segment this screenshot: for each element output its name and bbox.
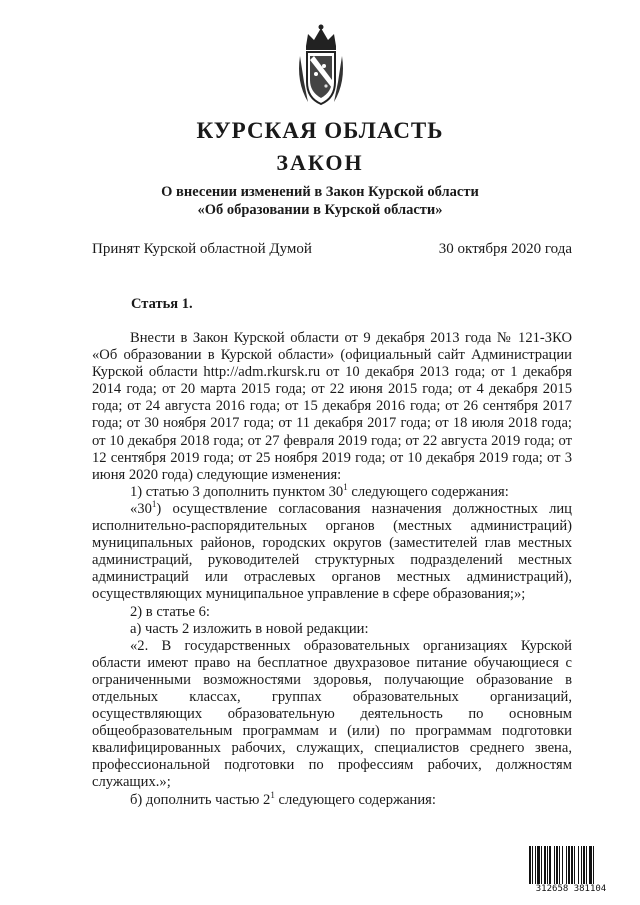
adoption-date: 30 октября 2020 года bbox=[438, 241, 572, 257]
adopted-by-text: Принят Курской областной Думой bbox=[92, 241, 312, 257]
item-1-paragraph: 1) статью 3 дополнить пунктом $30^1$ следующего содержания: bbox=[130, 481, 509, 500]
subtitle-line-1: О внесении изменений в Закон Курской области bbox=[161, 184, 479, 200]
adoption-line bbox=[92, 241, 572, 258]
item-2a-paragraph: а) часть 2 изложить в новой редакции: bbox=[130, 620, 369, 637]
law-subtitle bbox=[0, 183, 640, 219]
item-2b-paragraph: б) дополнить частью $2^1$ следующего содержания: bbox=[130, 789, 436, 808]
region-heading: КУРСКАЯ ОБЛАСТЬ bbox=[196, 118, 444, 143]
coat-of-arms-emblem bbox=[294, 22, 348, 108]
barcode-number: 312658 381104 bbox=[529, 884, 613, 894]
subtitle-line-2: «Об образовании в Курской области» bbox=[197, 202, 443, 218]
intro-paragraph: Внести в Закон Курской области от 9 декабря 2013 года № 121-ЗКО «Об образовании в Курской области» (официальный сайт Администрации Курской области http://adm.rkursk.ru от 10 декабря 2013 года; от 1 декабря 2014 года; от 20 марта 2015 года; от 22 июня 2015 года; от 4 декабря 2015 года; от 24 августа 2016 года; от 15 декабря 2016 года; от 26 сентября 2017 года; от 30 ноября 2017 года; от 11 декабря 2017 года; от 18 июля 2018 года; от 10 декабря 2018 года; от 27 февраля 2019 года; от 22 августа 2019 года; от 12 сентября 2019 года; от 25 ноября 2019 года; от 10 декабря 2019 года; от 3 июня 2020 года) следующие изменения: bbox=[92, 330, 572, 483]
law-heading: ЗАКОН bbox=[276, 150, 364, 175]
quote-2-paragraph: «2. В государственных образовательных организациях Курской области имеют право на бесплатное двухразовое питание обучающиеся с ограниченными возможностями здоровья, получающие образование в отдельных классах, группах образовательных организаций, осуществляющих образовательную деятельность по основным общеобразовательным программам и (или) по программам подготовки квалифицированных рабочих, служащих, специалистов среднего звена, профессиональной подготовки по профессиям рабочих, должностям служащих.»; bbox=[92, 637, 572, 791]
item-2-paragraph: 2) в статье 6: bbox=[130, 603, 210, 620]
article-title: Статья 1. bbox=[131, 296, 193, 312]
quote-1-paragraph: «$30^1$) осуществление согласования назначения должностных лиц исполнительно-распорядительных органов (местных администраций) муниципальных районов, городских округов (заместителей глав местных администраций, руководителей структурных подразделений местных администраций или отраслевых органов местных администраций), осуществляющих муниципальное управление в сфере образования;»; bbox=[92, 499, 572, 603]
article-body bbox=[92, 330, 572, 809]
